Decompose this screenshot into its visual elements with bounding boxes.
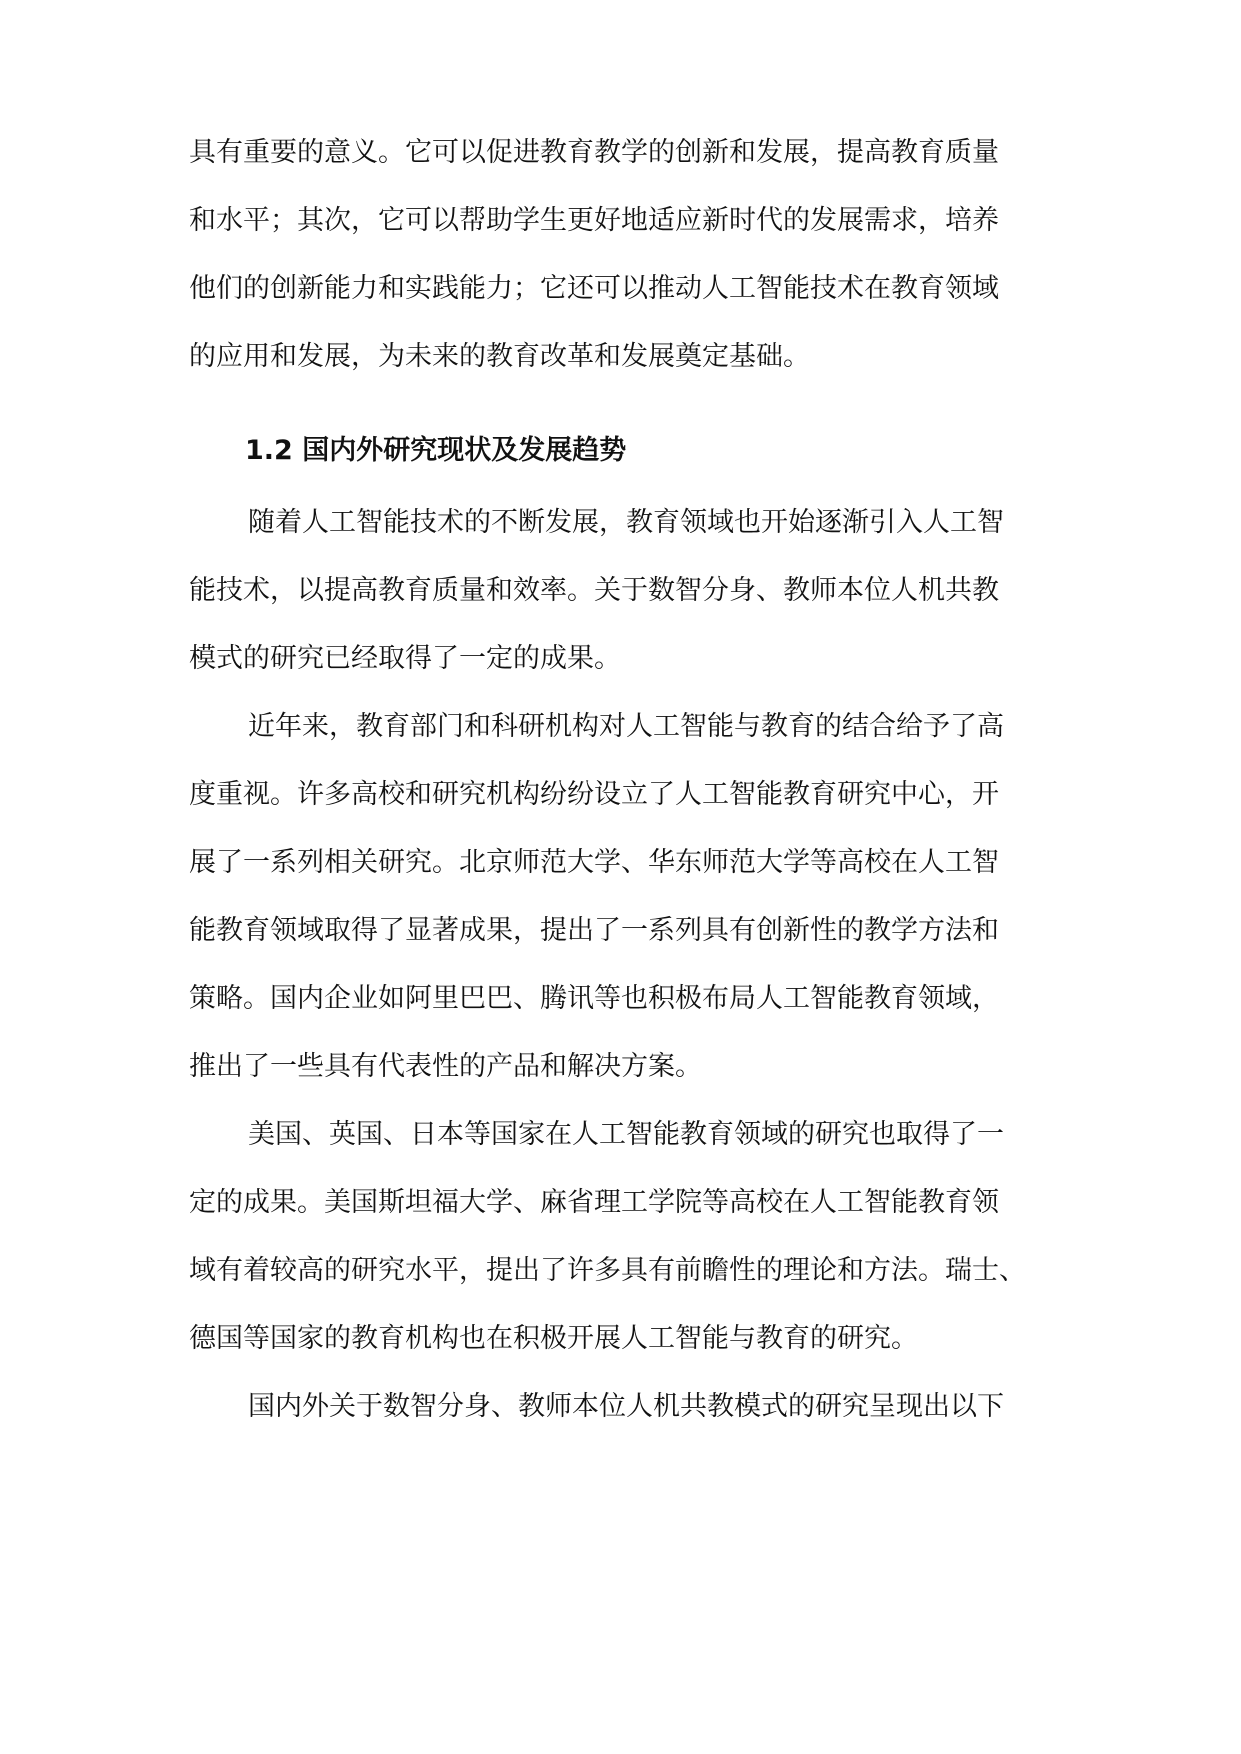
body-text-line: 度重视。许多高校和研究机构纷纷设立了人工智能教育研究中心，开	[189, 779, 999, 810]
paragraph-first-line: 国内外关于数智分身、教师本位人机共教模式的研究呈现出以下	[248, 1391, 1004, 1422]
body-text-line: 和水平；其次，它可以帮助学生更好地适应新时代的发展需求，培养	[189, 205, 999, 236]
paragraph-first-line: 随着人工智能技术的不断发展，教育领域也开始逐渐引入人工智	[248, 507, 1004, 538]
body-text-line: 展了一系列相关研究。北京师范大学、华东师范大学等高校在人工智	[189, 847, 999, 878]
body-text-line: 具有重要的意义。它可以促进教育教学的创新和发展，提高教育质量	[189, 137, 999, 168]
body-text-line: 能教育领域取得了显著成果，提出了一系列具有创新性的教学方法和	[189, 915, 999, 946]
body-text-line: 德国等国家的教育机构也在积极开展人工智能与教育的研究。	[189, 1323, 918, 1354]
body-text-line: 策略。国内企业如阿里巴巴、腾讯等也积极布局人工智能教育领域，	[189, 983, 999, 1014]
body-text-line: 能技术，以提高教育质量和效率。关于数智分身、教师本位人机共教	[189, 575, 999, 606]
body-text-line: 定的成果。美国斯坦福大学、麻省理工学院等高校在人工智能教育领	[189, 1187, 999, 1218]
body-text-line: 他们的创新能力和实践能力；它还可以推动人工智能技术在教育领域	[189, 273, 999, 304]
body-text-line: 域有着较高的研究水平，提出了许多具有前瞻性的理论和方法。瑞士、	[189, 1255, 1026, 1286]
body-text-line: 的应用和发展，为未来的教育改革和发展奠定基础。	[189, 341, 810, 372]
body-text-line: 模式的研究已经取得了一定的成果。	[189, 643, 621, 674]
paragraph-first-line: 美国、英国、日本等国家在人工智能教育领域的研究也取得了一	[248, 1119, 1004, 1150]
section-heading: 1.2 国内外研究现状及发展趋势	[245, 435, 627, 466]
body-text-line: 推出了一些具有代表性的产品和解决方案。	[189, 1051, 702, 1082]
paragraph-first-line: 近年来，教育部门和科研机构对人工智能与教育的结合给予了高	[248, 711, 1004, 742]
